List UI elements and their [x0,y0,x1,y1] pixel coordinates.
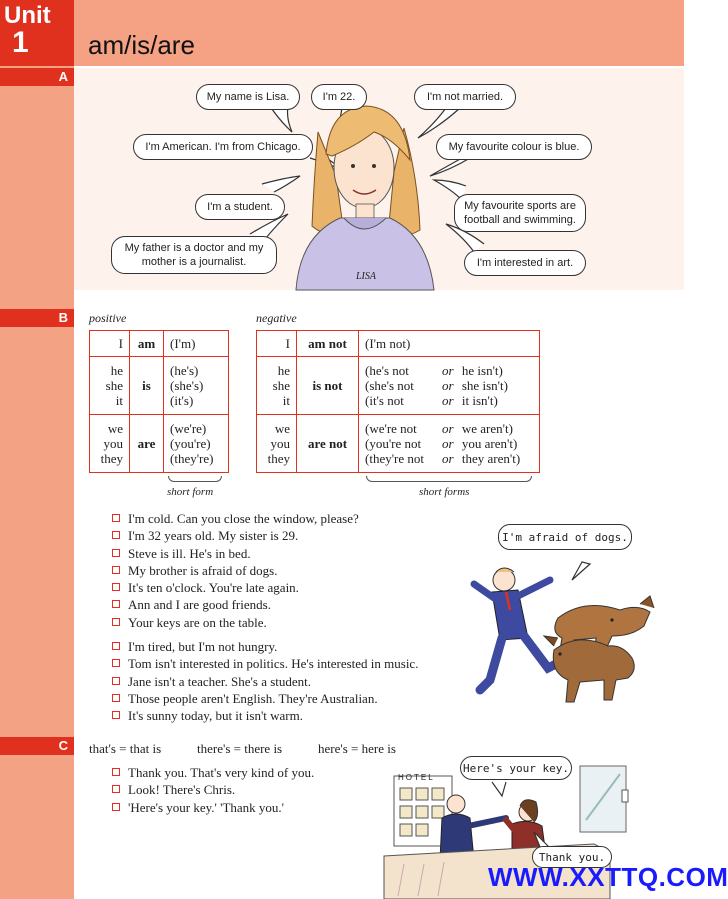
equiv-thats: that's = that is [89,741,162,756]
list-item: Ann and I are good friends. [112,596,472,613]
short-forms-caption: short forms [419,486,470,498]
watermark: WWW.XXTTQ.COM [488,862,728,892]
list-item: Tom isn't interested in politics. He's interested in music. [112,655,472,672]
bubble-student: I'm a student. [195,194,285,220]
negative-row-is: he she it is not (he's not (she's not (it's not or or or he isn't) she isn't) it isn't) [257,357,540,415]
section-a-tag: A [0,68,74,86]
section-c-tag: C [0,737,74,755]
bubble-art: I'm interested in art. [464,250,586,276]
examples-negative [112,638,472,724]
lisa-caption: LISA [356,271,376,282]
positive-row-i: I am (I'm) [90,331,229,357]
bubble-colour: My favourite colour is blue. [436,134,592,160]
list-item: It's sunny today, but it isn't warm. [112,707,472,724]
hotel-sign: HOTEL [398,773,435,782]
unit-label: Unit [4,2,51,29]
bubble-father: My father is a doctor and my mother is a journalist. [111,236,277,274]
list-item: I'm 32 years old. My sister is 29. [112,527,472,544]
negative-row-i: I am not (I'm not) [257,331,540,357]
short-form-caption: short form [167,486,214,498]
speech-thank-you: Thank you. [532,846,612,868]
speech-afraid-of-dogs: I'm afraid of dogs. [498,524,632,550]
unit-badge [0,0,74,66]
examples-c [112,764,392,816]
bubble-married: I'm not married. [414,84,516,110]
bubble-age: I'm 22. [311,84,367,110]
bubble-name: My name is Lisa. [196,84,300,110]
list-item: Steve is ill. He's in bed. [112,545,472,562]
page-title: am/is/are [88,30,195,60]
short-form-brace [168,476,222,482]
list-item: I'm cold. Can you close the window, please? [112,510,472,527]
speech-heres-your-key: Here's your key. [460,756,572,780]
list-item: Look! There's Chris. [112,781,392,798]
bubble-sports: My favourite sports are football and swimming. [454,194,586,232]
positive-table [89,330,229,473]
list-item: It's ten o'clock. You're late again. [112,579,472,596]
short-forms-brace [366,476,532,482]
margin-strip [0,0,74,899]
negative-label: negative [256,311,297,325]
list-item: Jane isn't a teacher. She's a student. [112,673,472,690]
equiv-heres: here's = here is [318,741,396,756]
examples-positive [112,510,472,631]
bubble-american: I'm American. I'm from Chicago. [133,134,313,160]
list-item: I'm tired, but I'm not hungry. [112,638,472,655]
equiv-theres: there's = there is [197,741,283,756]
list-item: Your keys are on the table. [112,614,472,631]
negative-row-are: we you they are not (we're not (you're not (they're not or or or we aren't) you aren't) they aren't) [257,415,540,473]
positive-row-are: we you they are (we're) (you're) (they're) [90,415,229,473]
positive-label: positive [89,311,127,325]
unit-number: 1 [12,26,29,59]
man-and-dogs-illustration [462,540,684,716]
positive-row-is: he she it is (he's) (she's) (it's) [90,357,229,415]
negative-table [256,330,540,473]
list-item: Those people aren't English. They're Australian. [112,690,472,707]
list-item: Thank you. That's very kind of you. [112,764,392,781]
list-item: My brother is afraid of dogs. [112,562,472,579]
list-item: 'Here's your key.' 'Thank you.' [112,799,392,816]
section-b-tag: B [0,309,74,327]
